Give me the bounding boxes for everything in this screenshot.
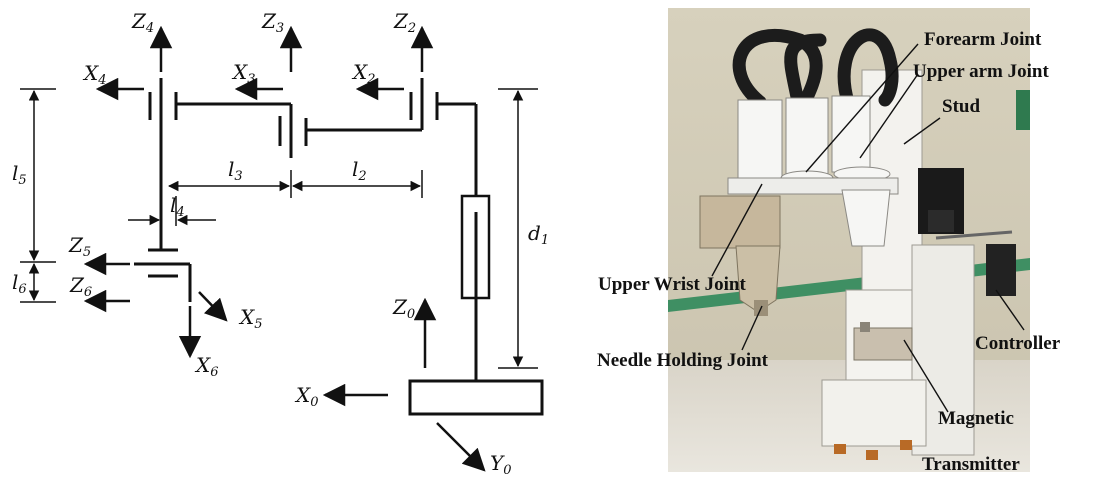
diagram-labels [12,9,549,478]
l5-label: $l_5$ [12,161,27,188]
d1-label: $d_1$ [528,221,550,248]
x5-label: $X_5$ [240,305,263,332]
transmitter-label: Transmitter [922,454,1020,475]
z6-label: $Z_6$ [70,273,93,300]
l6-label: $l_6$ [12,270,27,297]
robot-base [410,381,542,414]
upper-arm-joint-label: Upper arm Joint [913,61,1049,82]
magnetic-label: Magnetic [938,408,1014,429]
x6-label: $X_6$ [196,353,219,380]
kinematic-diagram [20,28,542,470]
z5-label: $Z_5$ [69,233,92,260]
controller-label: Controller [975,333,1061,354]
wrist-joints [134,250,190,302]
z0-label: $Z_0$ [393,295,416,322]
z3-label: $Z_3$ [262,9,285,36]
z2-label: $Z_2$ [394,9,417,36]
joint-3-link [280,104,422,158]
l3-label: $l_3$ [228,157,243,184]
upper-wrist-joint-label: Upper Wrist Joint [598,274,746,295]
l2-label: $l_2$ [352,157,367,184]
x2-label: $X_2$ [353,60,376,87]
needle-holding-joint-label: Needle Holding Joint [597,350,769,371]
z4-label: $Z_4$ [132,9,155,36]
prismatic-joint-1 [462,196,489,381]
joint-2-link [411,78,476,196]
y0-label: $Y_0$ [490,451,512,478]
l4-label: $l_4$ [170,193,185,220]
y0-axis-arrow [437,423,484,470]
magnetic-transmitter [854,322,912,360]
joint-4-link [150,78,291,250]
x5-axis-arrow [199,292,226,320]
x0-label: $X_0$ [296,383,319,410]
stud-label: Stud [942,96,981,117]
x3-label: $X_3$ [233,60,256,87]
forearm-joint-label: Forearm Joint [924,29,1042,50]
x4-label: $X_4$ [84,61,107,88]
